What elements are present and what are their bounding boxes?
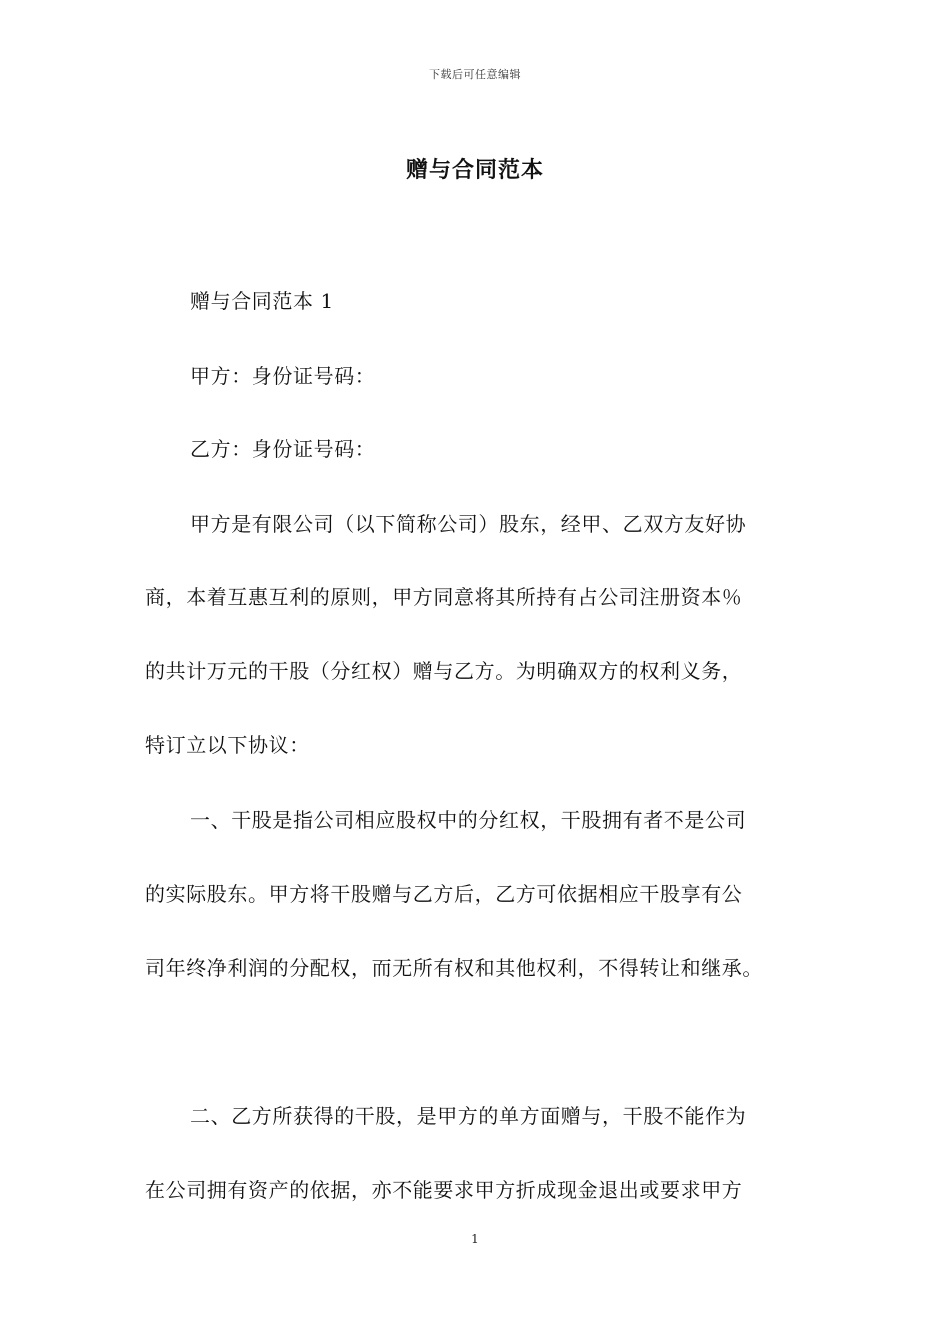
intro-line-4: 特订立以下协议： [145,733,310,757]
clause1-line-3: 司年终净利润的分配权，而无所有权和其他权利，不得转让和继承。 [145,956,763,980]
header-note: 下载后可任意编辑 [429,68,521,81]
intro-line-1: 甲方是有限公司（以下简称公司）股东，经甲、乙双方友好协 [190,512,747,536]
document-title: 赠与合同范本 [405,157,544,183]
contract-subtitle: 赠与合同范本 1 [190,289,334,313]
intro-line-2: 商，本着互惠互利的原则，甲方同意将其所持有占公司注册资本％ [145,585,743,609]
party-b-line: 乙方：身份证号码： [190,437,376,461]
clause2-line-2: 在公司拥有资产的依据，亦不能要求甲方折成现金退出或要求甲方 [145,1178,743,1202]
clause1-line-1: 一、干股是指公司相应股权中的分红权，干股拥有者不是公司 [190,808,747,832]
party-a-line: 甲方：身份证号码： [190,364,376,388]
intro-line-3: 的共计万元的干股（分红权）赠与乙方。为明确双方的权利义务， [145,659,743,683]
clause1-line-2: 的实际股东。甲方将干股赠与乙方后，乙方可依据相应干股享有公 [145,882,743,906]
clause2-line-1: 二、乙方所获得的干股，是甲方的单方面赠与，干股不能作为 [190,1104,747,1128]
page-number: 1 [471,1232,479,1246]
